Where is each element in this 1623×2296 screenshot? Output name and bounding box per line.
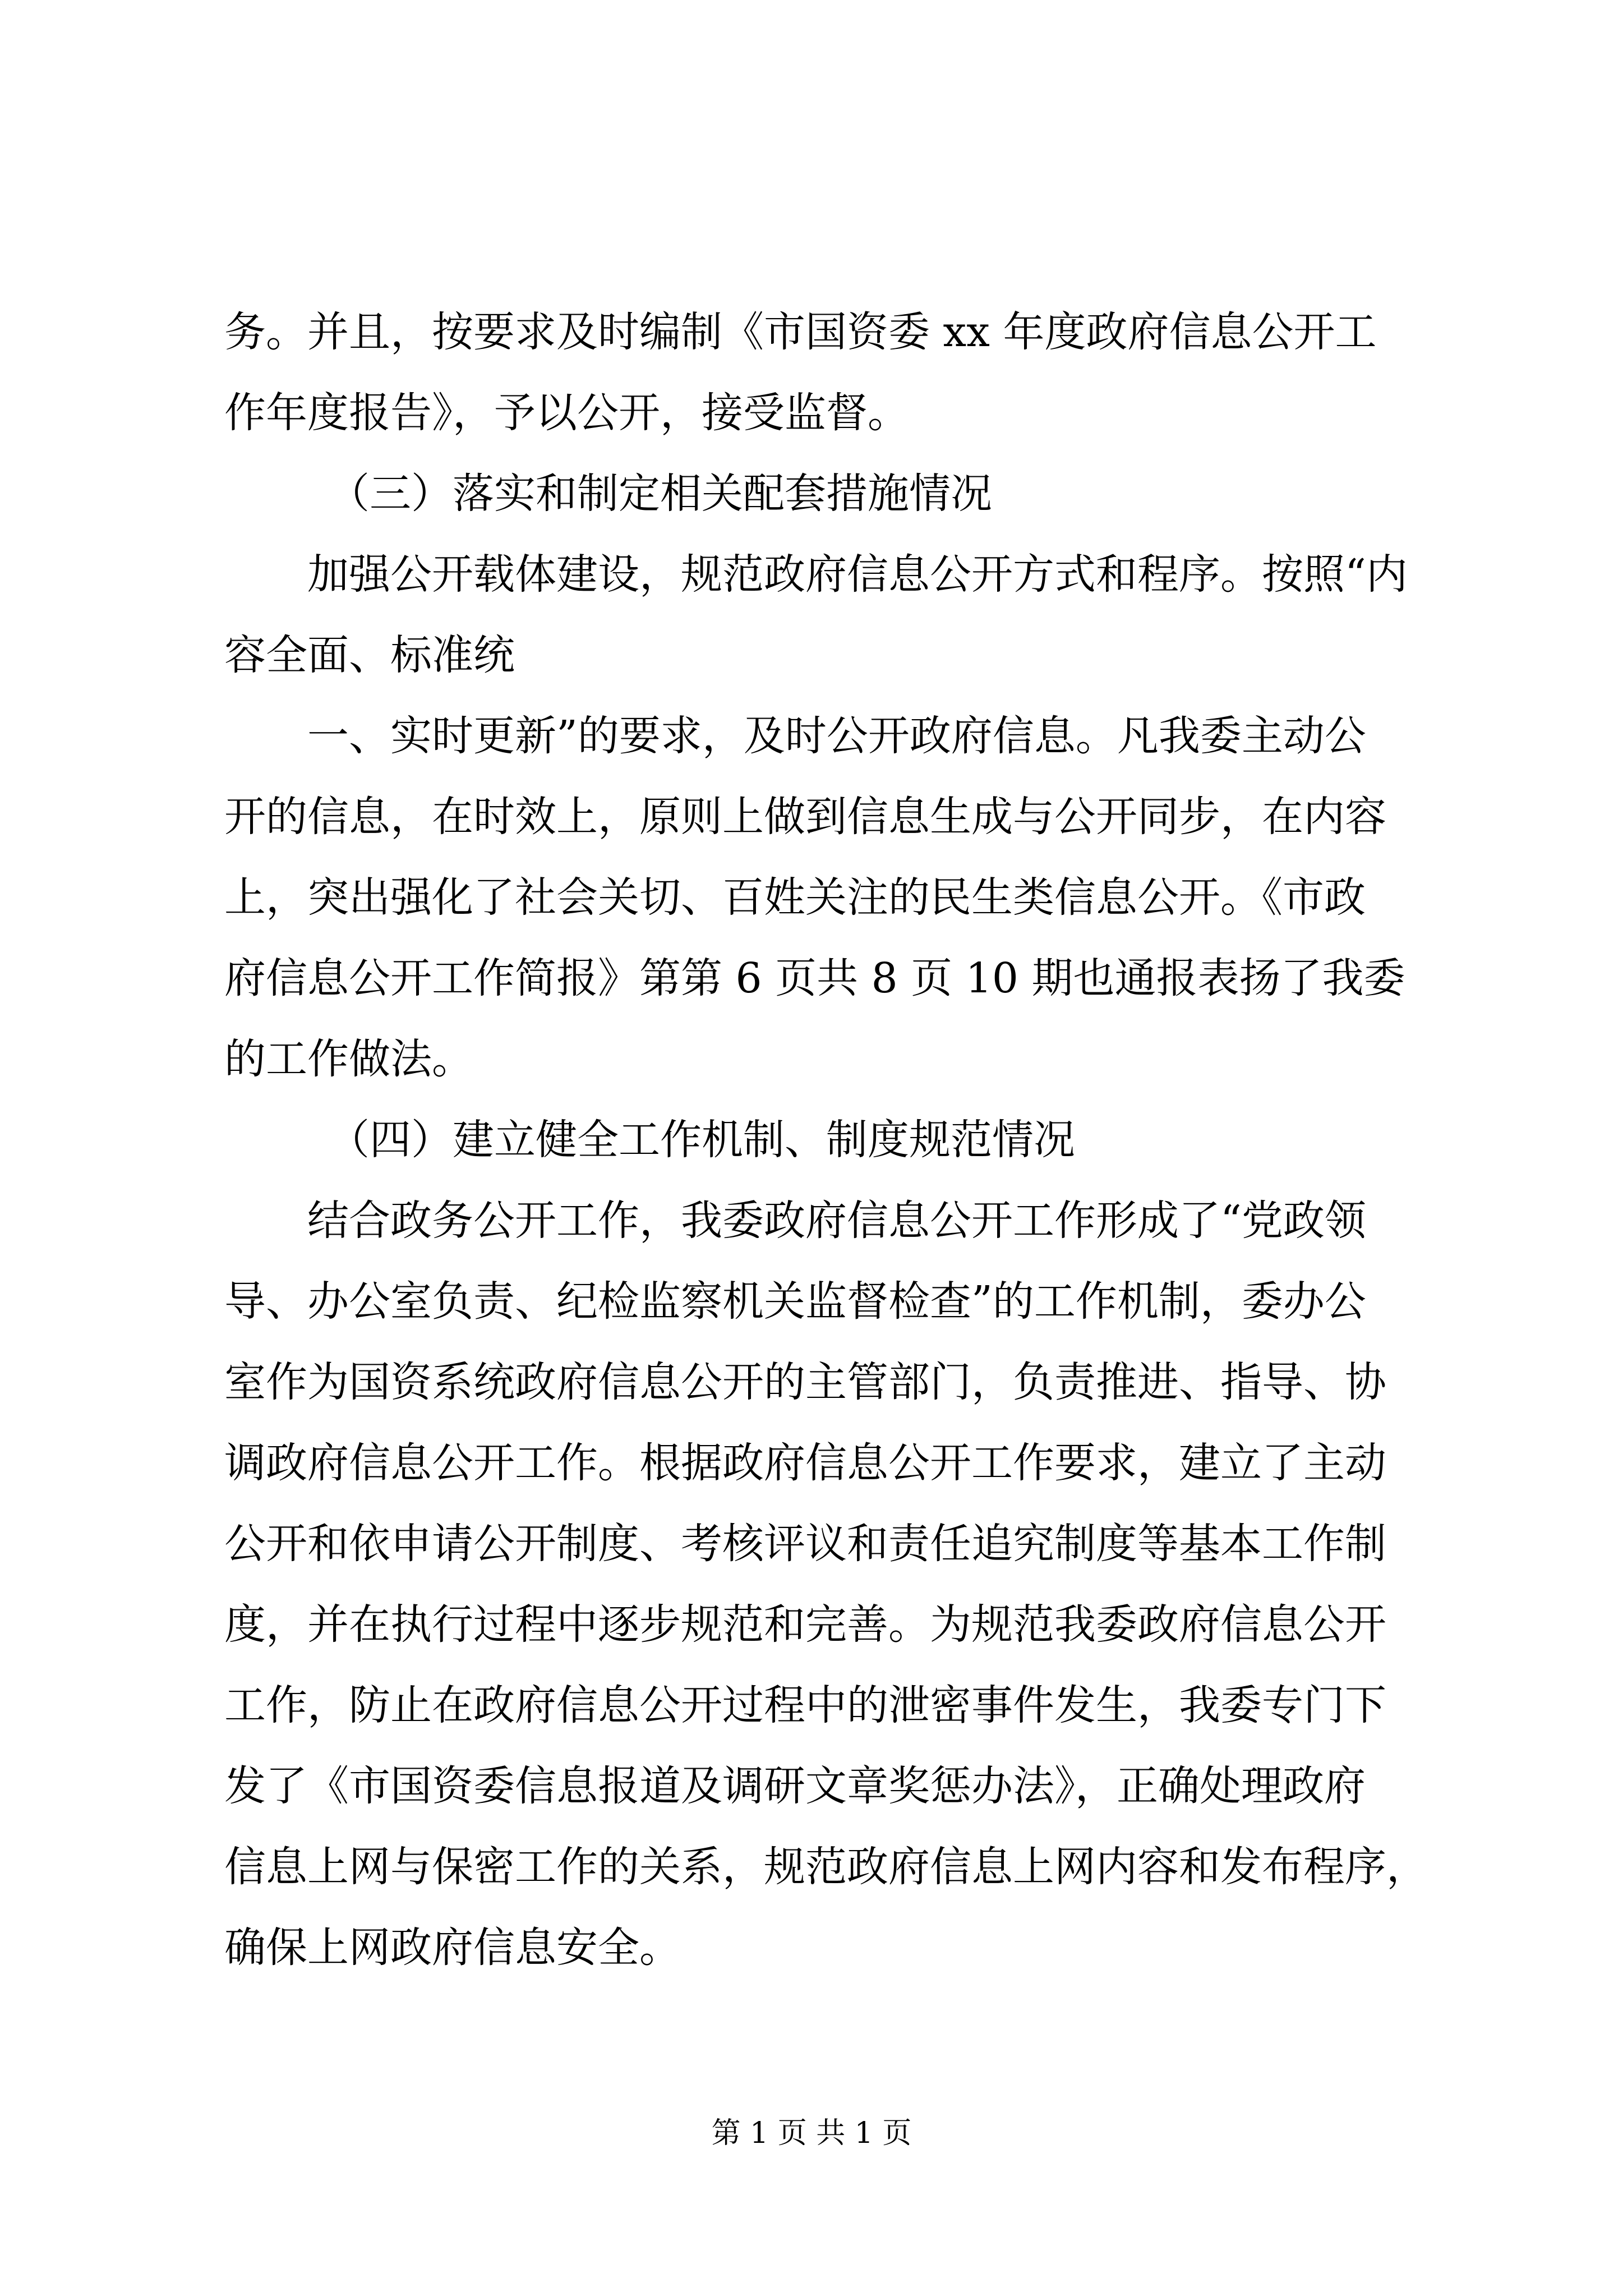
body-line: 容全面、标准统 xyxy=(224,631,515,679)
body-line: 作年度报告》，予以公开，接受监督。 xyxy=(224,389,909,437)
paragraph-first-line: 一、实时更新”的要求，及时公开政府信息。凡我委主动公 xyxy=(307,712,1366,760)
body-line: 的工作做法。 xyxy=(224,1035,473,1083)
body-line: 度，并在执行过程中逐步规范和完善。为规范我委政府信息公开 xyxy=(224,1600,1386,1649)
body-line: 发了《市国资委信息报道及调研文章奖惩办法》，正确处理政府 xyxy=(224,1762,1366,1810)
body-line: 室作为国资系统政府信息公开的主管部门，负责推进、指导、协 xyxy=(224,1358,1386,1406)
paragraph-first-line: 结合政务公开工作，我委政府信息公开工作形成了“党政领 xyxy=(307,1197,1366,1245)
body-line: 务。并且，按要求及时编制《市国资委 xx 年度政府信息公开工 xyxy=(224,308,1377,356)
page-number-label: 第 1 页 共 1 页 xyxy=(711,2116,912,2150)
body-line: 导、办公室负责、纪检监察机关监督检查”的工作机制，委办公 xyxy=(224,1277,1366,1326)
body-line: 信息上网与保密工作的关系，规范政府信息上网内容和发布程序， xyxy=(224,1843,1428,1891)
body-line: 府信息公开工作简报》第第 6 页共 8 页 10 期也通报表扬了我委 xyxy=(224,954,1405,1002)
body-line: 开的信息，在时效上，原则上做到信息生成与公开同步，在内容 xyxy=(224,793,1386,841)
body-line: 确保上网政府信息安全。 xyxy=(224,1924,681,1972)
paragraph-first-line: 加强公开载体建设，规范政府信息公开方式和程序。按照“内 xyxy=(307,550,1408,599)
page-footer xyxy=(0,2109,1623,2151)
body-line: 调政府信息公开工作。根据政府信息公开工作要求，建立了主动 xyxy=(224,1439,1386,1487)
section-heading: （三）落实和制定相关配套措施情况 xyxy=(328,470,992,518)
body-line: 工作，防止在政府信息公开过程中的泄密事件发生，我委专门下 xyxy=(224,1681,1386,1729)
body-line: 公开和依申请公开制度、考核评议和责任追究制度等基本工作制 xyxy=(224,1520,1386,1568)
section-heading: （四）建立健全工作机制、制度规范情况 xyxy=(328,1116,1075,1164)
body-line: 上，突出强化了社会关切、百姓关注的民生类信息公开。《市政 xyxy=(224,873,1366,922)
document-body xyxy=(224,292,1623,1988)
